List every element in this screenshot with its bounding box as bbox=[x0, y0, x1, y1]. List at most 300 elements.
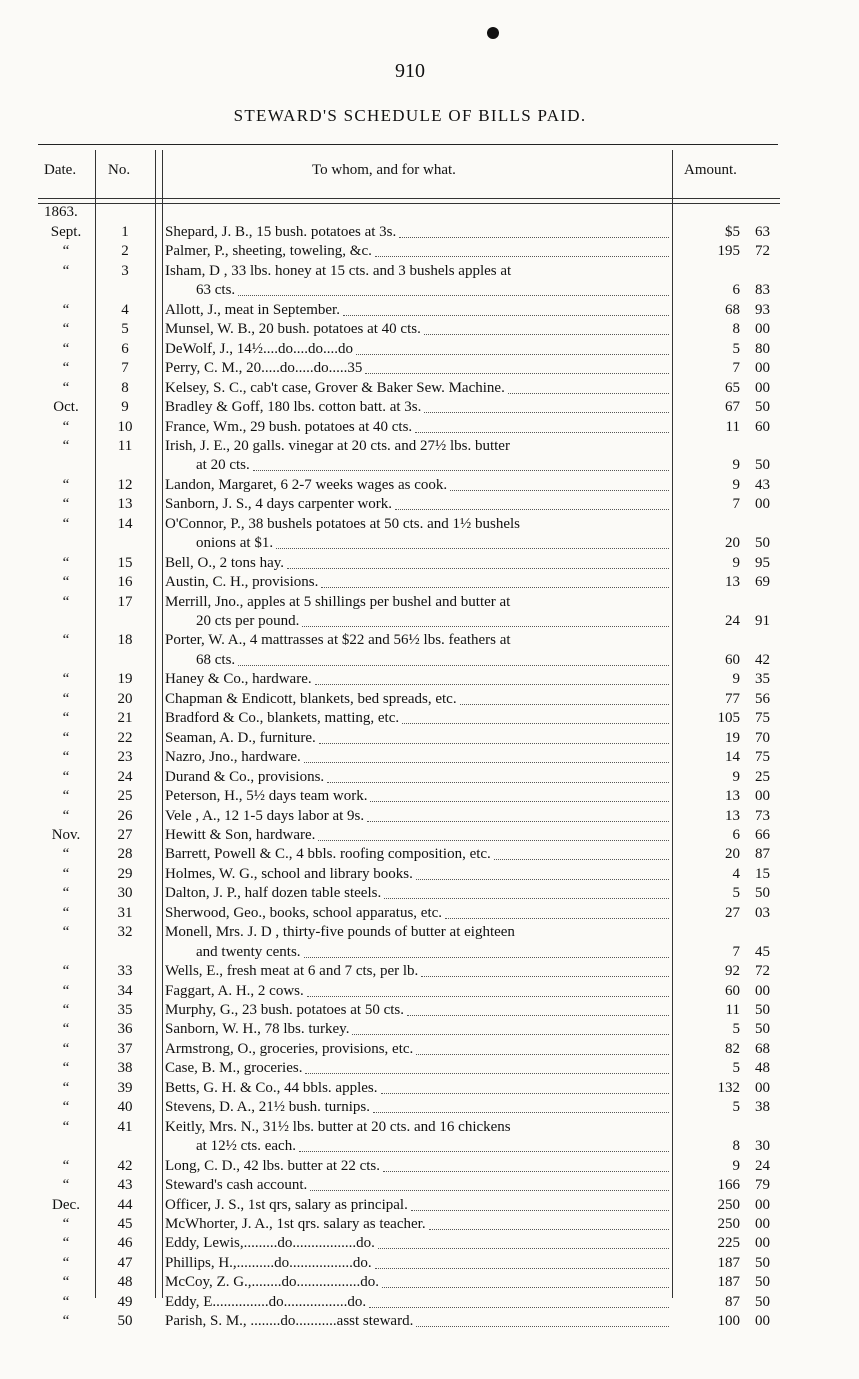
row-number: 18 bbox=[117, 632, 133, 649]
row-number: 5 bbox=[121, 321, 129, 338]
leader-dots bbox=[416, 1312, 669, 1327]
amount-cents: 50 bbox=[755, 457, 770, 474]
row-description bbox=[165, 398, 670, 417]
table-row bbox=[0, 904, 859, 923]
row-description-text: Landon, Margaret, 6 2-7 weeks wages as cook. bbox=[165, 476, 448, 493]
row-description-text: Betts, G. H. & Co., 44 bbls. apples. bbox=[165, 1079, 378, 1096]
leader-dots bbox=[421, 962, 669, 977]
leader-dots bbox=[238, 281, 669, 296]
row-number: 25 bbox=[117, 788, 133, 805]
table-row bbox=[0, 573, 859, 592]
header-description: To whom, and for what. bbox=[312, 162, 456, 178]
row-number: 17 bbox=[117, 593, 133, 610]
row-amount bbox=[680, 845, 770, 864]
amount-cents: 87 bbox=[755, 846, 770, 863]
row-description-text: Merrill, Jno., apples at 5 shillings per bushel and butter at bbox=[165, 593, 511, 610]
row-description bbox=[165, 729, 670, 748]
header-rule-double bbox=[38, 203, 780, 204]
row-number: 30 bbox=[117, 885, 133, 902]
leader-dots bbox=[369, 1293, 669, 1308]
amount-cents: 00 bbox=[755, 321, 770, 338]
amount-cents: 75 bbox=[755, 710, 770, 727]
row-description bbox=[165, 1118, 670, 1137]
amount-dollars: 187 bbox=[717, 1254, 740, 1271]
amount-cents: 00 bbox=[755, 1196, 770, 1213]
amount-cents: 60 bbox=[755, 418, 770, 435]
row-date: Nov. bbox=[51, 826, 81, 843]
leader-dots bbox=[416, 865, 669, 880]
table-row bbox=[0, 1001, 859, 1020]
row-description bbox=[165, 982, 670, 1001]
row-description bbox=[165, 320, 670, 339]
row-date: “ bbox=[62, 1118, 70, 1135]
leader-dots bbox=[318, 826, 669, 841]
row-description-continued bbox=[196, 281, 670, 300]
row-description bbox=[165, 748, 670, 767]
row-amount bbox=[680, 398, 770, 417]
table-top-rule bbox=[38, 144, 778, 145]
row-description-text: Stevens, D. A., 21½ bush. turnips. bbox=[165, 1099, 371, 1116]
table-row bbox=[0, 943, 859, 962]
row-date: “ bbox=[62, 1040, 70, 1057]
row-number: 32 bbox=[117, 924, 133, 941]
row-description bbox=[165, 1079, 670, 1098]
row-description-text: 68 cts. bbox=[196, 651, 236, 668]
leader-dots bbox=[356, 340, 669, 355]
amount-dollars: 5 bbox=[732, 1099, 740, 1116]
amount-cents: 00 bbox=[755, 982, 770, 999]
row-description-continued bbox=[196, 943, 670, 962]
amount-cents: 50 bbox=[755, 535, 770, 552]
table-row bbox=[0, 923, 859, 942]
amount-cents: 30 bbox=[755, 1138, 770, 1155]
amount-cents: 25 bbox=[755, 768, 770, 785]
row-amount bbox=[680, 1098, 770, 1117]
leader-dots bbox=[508, 379, 669, 394]
amount-cents: 72 bbox=[755, 963, 770, 980]
table-row bbox=[0, 340, 859, 359]
amount-cents: 50 bbox=[755, 1254, 770, 1271]
leader-dots bbox=[319, 729, 669, 744]
table-row bbox=[0, 456, 859, 475]
row-description bbox=[165, 1254, 670, 1273]
row-description-text: Eddy, Lewis,.........do.................do. bbox=[165, 1235, 375, 1252]
row-amount bbox=[680, 670, 770, 689]
table-row bbox=[0, 1293, 859, 1312]
table-row bbox=[0, 1234, 859, 1253]
amount-dollars: 8 bbox=[732, 1138, 740, 1155]
amount-dollars: 82 bbox=[725, 1040, 740, 1057]
amount-cents: 69 bbox=[755, 574, 770, 591]
page-number: 910 bbox=[395, 60, 425, 82]
table-row bbox=[0, 962, 859, 981]
row-number: 39 bbox=[117, 1079, 133, 1096]
row-description bbox=[165, 709, 670, 728]
table-row bbox=[0, 612, 859, 631]
amount-cents: 68 bbox=[755, 1040, 770, 1057]
amount-dollars: 105 bbox=[717, 710, 740, 727]
header-no: No. bbox=[108, 162, 131, 178]
row-description bbox=[165, 1234, 670, 1253]
row-description-continued bbox=[196, 651, 670, 670]
row-number: 15 bbox=[117, 554, 133, 571]
row-date: “ bbox=[62, 710, 70, 727]
amount-dollars: 6 bbox=[732, 826, 740, 843]
amount-dollars: 13 bbox=[725, 574, 740, 591]
table-row bbox=[0, 1176, 859, 1195]
row-amount bbox=[680, 865, 770, 884]
amount-cents: 95 bbox=[755, 554, 770, 571]
amount-cents: 73 bbox=[755, 807, 770, 824]
amount-dollars: 195 bbox=[717, 243, 740, 260]
row-description bbox=[165, 845, 670, 864]
amount-cents: 00 bbox=[755, 1313, 770, 1330]
row-number: 41 bbox=[117, 1118, 133, 1135]
row-amount bbox=[680, 379, 770, 398]
row-description bbox=[165, 223, 670, 242]
row-date: Dec. bbox=[52, 1196, 80, 1213]
amount-dollars: 13 bbox=[725, 807, 740, 824]
amount-dollars: 9 bbox=[732, 671, 740, 688]
row-description-text: Officer, J. S., 1st qrs, salary as principal. bbox=[165, 1196, 408, 1213]
row-date: “ bbox=[62, 1099, 70, 1116]
row-date: “ bbox=[62, 515, 70, 532]
leader-dots bbox=[415, 418, 669, 433]
leader-dots bbox=[375, 1254, 669, 1269]
row-date: “ bbox=[62, 749, 70, 766]
row-number: 35 bbox=[117, 1002, 133, 1018]
row-number: 31 bbox=[117, 904, 133, 921]
amount-dollars: 11 bbox=[725, 1002, 740, 1018]
amount-cents: 00 bbox=[755, 496, 770, 513]
row-number: 7 bbox=[121, 360, 129, 377]
row-amount bbox=[680, 242, 770, 261]
row-description-text: Bell, O., 2 tons hay. bbox=[165, 554, 285, 571]
row-date: “ bbox=[62, 690, 70, 707]
amount-dollars: 8 bbox=[732, 321, 740, 338]
row-description bbox=[165, 495, 670, 514]
amount-dollars: 132 bbox=[717, 1079, 740, 1096]
row-number: 48 bbox=[117, 1274, 133, 1291]
table-row bbox=[0, 1020, 859, 1039]
table-row bbox=[0, 593, 859, 612]
table-row bbox=[0, 418, 859, 437]
row-date: “ bbox=[62, 963, 70, 980]
row-amount bbox=[680, 729, 770, 748]
amount-dollars: 24 bbox=[725, 613, 740, 629]
amount-dollars: 60 bbox=[725, 651, 740, 668]
row-amount bbox=[680, 320, 770, 339]
row-number: 27 bbox=[117, 826, 133, 843]
leader-dots bbox=[384, 884, 669, 899]
amount-dollars: 5 bbox=[732, 340, 740, 357]
leader-dots bbox=[450, 476, 669, 491]
row-description-text: 20 cts per pound. bbox=[196, 613, 300, 629]
amount-dollars: 187 bbox=[717, 1274, 740, 1291]
amount-cents: 48 bbox=[755, 1060, 770, 1077]
row-description bbox=[165, 1196, 670, 1215]
row-description-text: Hewitt & Son, hardware. bbox=[165, 826, 316, 843]
row-amount bbox=[680, 768, 770, 787]
row-description-text: and twenty cents. bbox=[196, 943, 301, 960]
amount-dollars: 7 bbox=[732, 360, 740, 377]
row-description-text: Isham, D , 33 lbs. honey at 15 cts. and 3 bushels apples at bbox=[165, 262, 512, 279]
row-description bbox=[165, 1293, 670, 1312]
row-number: 38 bbox=[117, 1060, 133, 1077]
amount-dollars: 13 bbox=[725, 788, 740, 805]
leader-dots bbox=[321, 573, 669, 588]
row-description bbox=[165, 515, 670, 534]
table-row bbox=[0, 359, 859, 378]
leader-dots bbox=[424, 398, 669, 413]
amount-dollars: 9 bbox=[732, 768, 740, 785]
row-description-continued bbox=[196, 612, 670, 631]
row-date: “ bbox=[62, 1313, 70, 1330]
leader-dots bbox=[416, 1040, 669, 1055]
row-date: “ bbox=[62, 904, 70, 921]
amount-dollars: 77 bbox=[725, 690, 740, 707]
leader-dots bbox=[302, 612, 669, 627]
amount-dollars: 100 bbox=[717, 1313, 740, 1330]
row-date: Sept. bbox=[50, 224, 82, 240]
row-number: 47 bbox=[117, 1254, 133, 1271]
row-date: “ bbox=[62, 554, 70, 571]
row-description bbox=[165, 379, 670, 398]
table-row bbox=[0, 1215, 859, 1234]
row-amount bbox=[680, 495, 770, 514]
row-description bbox=[165, 1001, 670, 1020]
row-date: “ bbox=[62, 1215, 70, 1232]
table-row bbox=[0, 1196, 859, 1215]
row-date: “ bbox=[62, 321, 70, 338]
amount-cents: 50 bbox=[755, 885, 770, 902]
row-description bbox=[165, 437, 670, 456]
row-date: “ bbox=[62, 1021, 70, 1038]
row-number: 14 bbox=[117, 515, 133, 532]
row-date: “ bbox=[62, 301, 70, 318]
row-amount bbox=[680, 1040, 770, 1059]
amount-cents: 50 bbox=[755, 1274, 770, 1291]
amount-dollars: 7 bbox=[732, 943, 740, 960]
row-description bbox=[165, 690, 670, 709]
row-date: “ bbox=[62, 632, 70, 649]
row-date: “ bbox=[62, 1060, 70, 1077]
header-date: Date. bbox=[44, 162, 77, 178]
amount-dollars: 65 bbox=[725, 379, 740, 396]
row-number: 34 bbox=[117, 982, 133, 999]
row-amount bbox=[680, 1273, 770, 1292]
amount-cents: 42 bbox=[755, 651, 770, 668]
table-row bbox=[0, 787, 859, 806]
table-row bbox=[0, 982, 859, 1001]
row-number: 1 bbox=[121, 224, 129, 240]
page-title: STEWARD'S SCHEDULE OF BILLS PAID. bbox=[233, 106, 587, 125]
row-amount bbox=[680, 301, 770, 320]
row-description-text: Irish, J. E., 20 galls. vinegar at 20 cts. and 27½ lbs. butter bbox=[165, 437, 510, 454]
row-description bbox=[165, 1040, 670, 1059]
row-amount bbox=[680, 982, 770, 1001]
row-amount bbox=[680, 1254, 770, 1273]
row-description bbox=[165, 554, 670, 573]
row-description-text: Dalton, J. P., half dozen table steels. bbox=[165, 885, 382, 902]
amount-dollars: 9 bbox=[732, 476, 740, 493]
row-description bbox=[165, 787, 670, 806]
row-date: “ bbox=[62, 1254, 70, 1271]
table-row bbox=[0, 281, 859, 300]
leader-dots bbox=[375, 242, 669, 257]
row-description bbox=[165, 884, 670, 903]
row-amount bbox=[680, 281, 770, 300]
row-description-text: Haney & Co., hardware. bbox=[165, 671, 312, 688]
leader-dots bbox=[445, 904, 669, 919]
row-description-text: Porter, W. A., 4 mattrasses at $22 and 56½ lbs. feathers at bbox=[165, 632, 511, 649]
amount-cents: 93 bbox=[755, 301, 770, 318]
amount-dollars: 11 bbox=[725, 418, 740, 435]
row-date: “ bbox=[62, 788, 70, 805]
amount-cents: 38 bbox=[755, 1099, 770, 1116]
table-row bbox=[0, 223, 859, 242]
amount-dollars: 9 bbox=[732, 1157, 740, 1174]
row-description-text: Bradley & Goff, 180 lbs. cotton batt. at 3s. bbox=[165, 399, 422, 416]
row-description-text: Chapman & Endicott, blankets, bed spreads, etc. bbox=[165, 690, 457, 707]
row-description-text: McWhorter, J. A., 1st qrs. salary as teacher. bbox=[165, 1215, 426, 1232]
row-description bbox=[165, 1157, 670, 1176]
amount-cents: 00 bbox=[755, 1215, 770, 1232]
row-amount bbox=[680, 1215, 770, 1234]
leader-dots bbox=[315, 670, 669, 685]
row-description-text: Keitly, Mrs. N., 31½ lbs. butter at 20 cts. and 16 chickens bbox=[165, 1118, 511, 1135]
row-date: “ bbox=[62, 768, 70, 785]
leader-dots bbox=[352, 1020, 669, 1035]
table-row bbox=[0, 729, 859, 748]
leader-dots bbox=[253, 456, 669, 471]
row-number: 23 bbox=[117, 749, 133, 766]
row-date: “ bbox=[62, 243, 70, 260]
row-description-text: Nazro, Jno., hardware. bbox=[165, 749, 301, 766]
row-amount bbox=[680, 884, 770, 903]
table-row bbox=[0, 1118, 859, 1137]
table-row bbox=[0, 320, 859, 339]
table-row bbox=[0, 379, 859, 398]
row-description bbox=[165, 865, 670, 884]
leader-dots bbox=[399, 223, 669, 238]
row-amount bbox=[680, 651, 770, 670]
row-amount bbox=[680, 340, 770, 359]
table-row bbox=[0, 884, 859, 903]
table-row bbox=[0, 242, 859, 261]
amount-dollars: 5 bbox=[732, 885, 740, 902]
leader-dots bbox=[382, 1273, 669, 1288]
table-row bbox=[0, 301, 859, 320]
amount-dollars: 27 bbox=[725, 904, 740, 921]
leader-dots bbox=[276, 534, 669, 549]
row-date: “ bbox=[62, 1274, 70, 1291]
amount-dollars: 87 bbox=[725, 1293, 740, 1310]
row-number: 44 bbox=[117, 1196, 133, 1213]
row-description bbox=[165, 904, 670, 923]
row-amount bbox=[680, 1157, 770, 1176]
row-description-text: Monell, Mrs. J. D , thirty-five pounds of butter at eighteen bbox=[165, 924, 515, 941]
row-date: “ bbox=[62, 1157, 70, 1174]
table-row bbox=[0, 554, 859, 573]
row-number: 40 bbox=[117, 1099, 133, 1116]
row-description-text: DeWolf, J., 14½....do....do....do bbox=[165, 340, 353, 357]
amount-cents: 00 bbox=[755, 360, 770, 377]
row-date: “ bbox=[62, 1293, 70, 1310]
amount-cents: 70 bbox=[755, 729, 770, 746]
row-amount bbox=[680, 1176, 770, 1195]
leader-dots bbox=[304, 748, 669, 763]
row-date: “ bbox=[62, 418, 70, 435]
row-description-text: McCoy, Z. G.,........do.................do. bbox=[165, 1274, 380, 1291]
row-number: 2 bbox=[121, 243, 129, 260]
leader-dots bbox=[365, 359, 669, 374]
row-amount bbox=[680, 943, 770, 962]
row-number: 21 bbox=[117, 710, 133, 727]
row-number: 16 bbox=[117, 574, 133, 591]
row-description-text: Sanborn, J. S., 4 days carpenter work. bbox=[165, 496, 393, 513]
table-row bbox=[0, 826, 859, 845]
table-row bbox=[0, 845, 859, 864]
row-number: 20 bbox=[117, 690, 133, 707]
row-description bbox=[165, 262, 670, 281]
row-description bbox=[165, 359, 670, 378]
table-row bbox=[0, 398, 859, 417]
row-date: “ bbox=[62, 593, 70, 610]
amount-cents: 00 bbox=[755, 379, 770, 396]
row-amount bbox=[680, 456, 770, 475]
row-description bbox=[165, 593, 670, 612]
row-description-text: at 20 cts. bbox=[196, 457, 250, 474]
row-date: “ bbox=[62, 379, 70, 396]
table-row bbox=[0, 1079, 859, 1098]
table-row bbox=[0, 262, 859, 281]
leader-dots bbox=[407, 1001, 669, 1016]
row-amount bbox=[680, 709, 770, 728]
leader-dots bbox=[383, 1157, 669, 1172]
amount-dollars: 19 bbox=[725, 729, 740, 746]
table-row bbox=[0, 1254, 859, 1273]
row-amount bbox=[680, 359, 770, 378]
amount-dollars: 92 bbox=[725, 963, 740, 980]
row-description bbox=[165, 807, 670, 826]
row-description bbox=[165, 573, 670, 592]
row-description-text: Long, C. D., 42 lbs. butter at 22 cts. bbox=[165, 1157, 380, 1174]
amount-dollars: 20 bbox=[725, 846, 740, 863]
row-number: 28 bbox=[117, 846, 133, 863]
row-description bbox=[165, 1312, 670, 1331]
amount-dollars: 68 bbox=[725, 301, 740, 318]
row-description bbox=[165, 826, 670, 845]
leader-dots bbox=[327, 768, 669, 783]
row-description-text: Shepard, J. B., 15 bush. potatoes at 3s. bbox=[165, 224, 397, 240]
table-row bbox=[0, 534, 859, 553]
row-number: 36 bbox=[117, 1021, 133, 1038]
row-description-text: Holmes, W. G., school and library books. bbox=[165, 865, 413, 882]
table-row bbox=[0, 768, 859, 787]
amount-cents: 91 bbox=[755, 613, 770, 629]
amount-cents: 43 bbox=[755, 476, 770, 493]
table-row bbox=[0, 1098, 859, 1117]
row-description-text: Durand & Co., provisions. bbox=[165, 768, 325, 785]
row-amount bbox=[680, 826, 770, 845]
row-date: “ bbox=[62, 437, 70, 454]
ink-dot bbox=[487, 27, 499, 39]
row-date: “ bbox=[62, 865, 70, 882]
leader-dots bbox=[494, 845, 669, 860]
row-amount bbox=[680, 1020, 770, 1039]
leader-dots bbox=[238, 651, 669, 666]
